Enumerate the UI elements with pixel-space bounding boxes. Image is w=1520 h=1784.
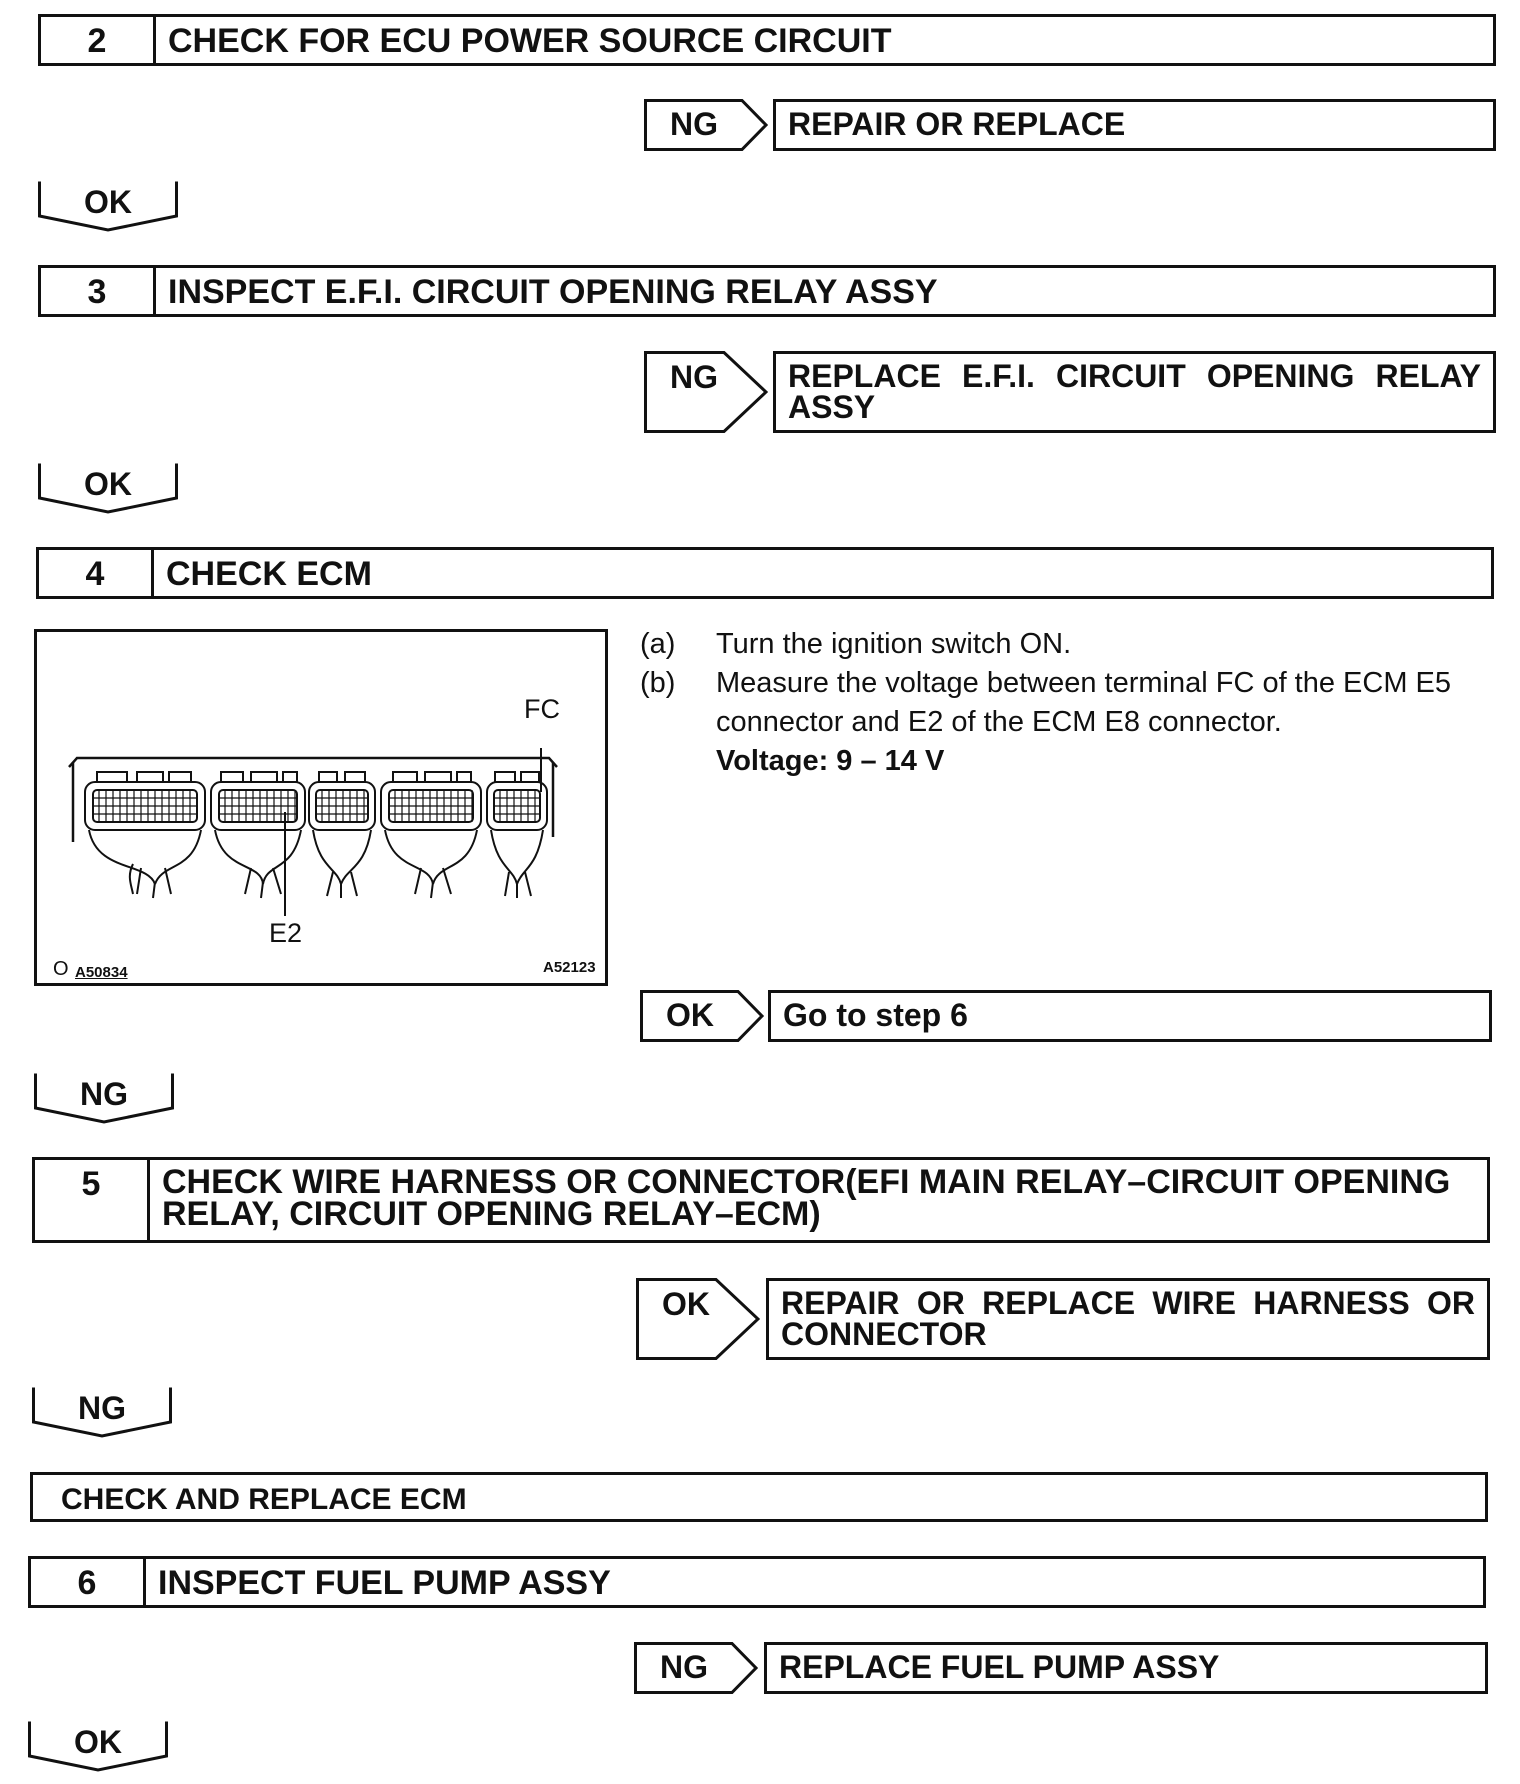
step-4-header: [36, 547, 1494, 599]
instruction-item: [640, 664, 1500, 742]
step-5-header: [32, 1157, 1490, 1243]
terminal-label-fc: FC: [524, 694, 560, 724]
step-number: 2: [41, 17, 156, 63]
result-label: NG: [660, 1649, 708, 1685]
flow-tag-ok: [28, 1720, 168, 1772]
voltage-spec: Voltage: 9 – 14 V: [716, 745, 945, 777]
step-2-header: [38, 14, 1496, 66]
step-number: 5: [35, 1160, 150, 1240]
result-tag-ng: [634, 1642, 758, 1694]
result-label: NG: [670, 359, 718, 395]
terminal-label-e2: E2: [269, 918, 303, 948]
step-title: CHECK ECM: [166, 555, 372, 593]
step-title: CHECK FOR ECU POWER SOURCE CIRCUIT: [168, 22, 892, 60]
flow-tag-ok: [38, 462, 178, 514]
flow-tag-ng: [32, 1386, 172, 1438]
instruction-item: [640, 625, 1500, 664]
flow-label: NG: [78, 1390, 126, 1426]
step-number: 4: [39, 550, 154, 596]
result-tag-ng: [644, 99, 768, 151]
flow-tag-ok: [38, 180, 178, 232]
figure-code-prefix: O: [53, 958, 69, 980]
final-action-box: CHECK AND REPLACE ECM: [30, 1472, 1488, 1522]
connector-group: [85, 772, 547, 830]
result-label: OK: [666, 997, 714, 1033]
result-tag-ok: [640, 990, 764, 1042]
step-number: 6: [31, 1559, 146, 1605]
flow-label: NG: [80, 1076, 128, 1112]
instruction-mark: (a): [640, 628, 676, 660]
result-label: NG: [670, 106, 718, 142]
figure-code-right: A52123: [543, 959, 596, 976]
result-action-box: REPLACE E.F.I. CIRCUIT OPENING RELAY ASSY: [773, 351, 1496, 433]
step-title: INSPECT E.F.I. CIRCUIT OPENING RELAY ASSY: [168, 273, 938, 311]
result-action-box: REPLACE FUEL PUMP ASSY: [764, 1642, 1488, 1694]
step-3-header: [38, 265, 1496, 317]
instruction-mark: (b): [640, 667, 676, 699]
result-tag-ok: [636, 1278, 760, 1360]
instruction-text: Turn the ignition switch ON.: [716, 628, 1072, 660]
result-action-box: REPAIR OR REPLACE WIRE HARNESS OR CONNECTOR: [766, 1278, 1490, 1360]
step-number: 3: [41, 268, 156, 314]
result-tag-ng: [644, 351, 768, 433]
result-label: OK: [662, 1286, 710, 1322]
step-title: INSPECT FUEL PUMP ASSY: [158, 1564, 611, 1602]
instruction-list: [640, 625, 1500, 781]
ecm-connector-figure: [34, 629, 608, 986]
flow-label: OK: [74, 1724, 122, 1760]
flow-label: OK: [84, 184, 132, 220]
instruction-text: Measure the voltage between terminal FC of the ECM E5 connector and E2 of the ECM E8 connector.: [716, 667, 1452, 738]
step-title: CHECK WIRE HARNESS OR CONNECTOR(EFI MAIN RELAY–CIRCUIT OPENING RELAY, CIRCUIT OPENING RELAY–ECM): [162, 1163, 1451, 1233]
ecm-connector-diagram: [37, 632, 605, 983]
figure-code-left: A50834: [75, 964, 128, 981]
result-action-box: REPAIR OR REPLACE: [773, 99, 1496, 151]
result-action-box: Go to step 6: [768, 990, 1492, 1042]
flow-label: OK: [84, 466, 132, 502]
spec-row: [640, 742, 1500, 781]
flow-tag-ng: [34, 1072, 174, 1124]
step-6-header: [28, 1556, 1486, 1608]
